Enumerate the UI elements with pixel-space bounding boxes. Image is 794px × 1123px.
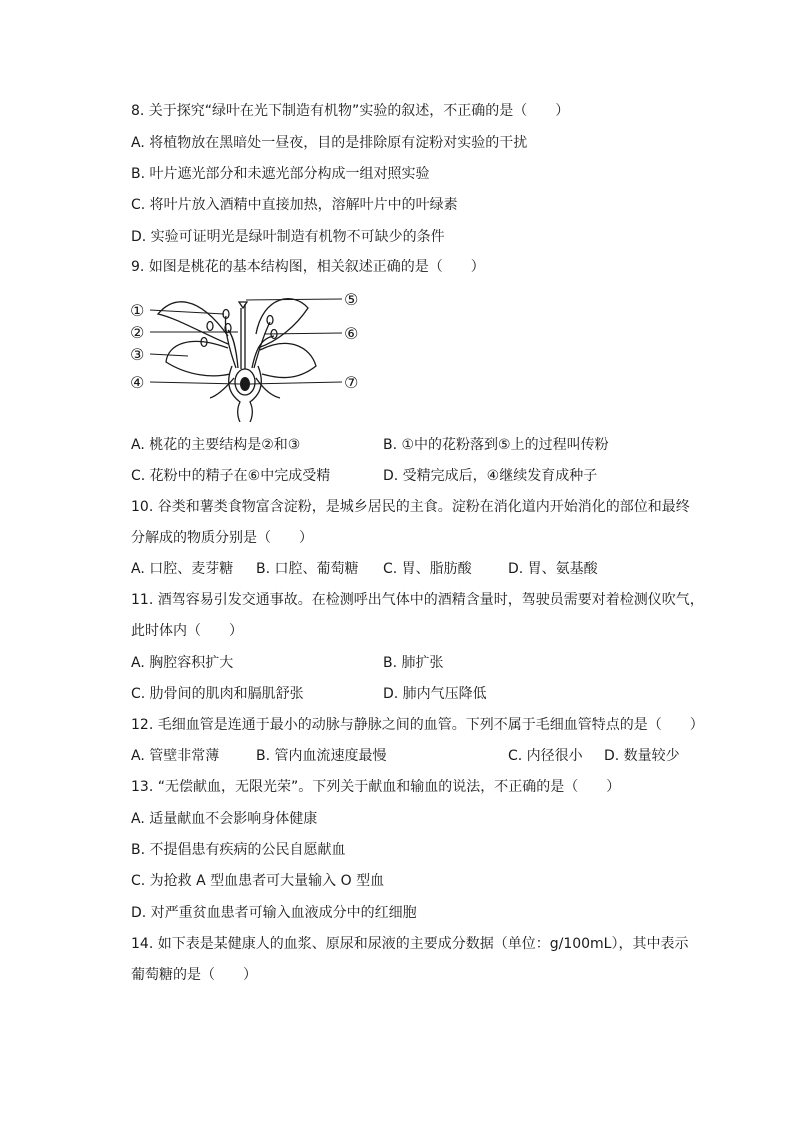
q10-option-c: C. 胃、脂肪酸 (383, 561, 472, 577)
q14-stem-line2: 葡萄糖的是（ ） (131, 967, 257, 983)
diagram-label-3: ③ (130, 345, 145, 364)
diagram-label-5: ⑤ (344, 290, 359, 309)
q8-option-d: D. 实验可证明光是绿叶制造有机物不可缺少的条件 (131, 229, 445, 245)
q10-stem-line1: 10. 谷类和薯类食物富含淀粉，是城乡居民的主食。淀粉在消化道内开始消化的部位和最终 (131, 499, 690, 515)
q11-option-c: C. 肋骨间的肌肉和膈肌舒张 (131, 686, 304, 702)
diagram-label-4: ④ (130, 373, 145, 392)
q8-stem: 8. 关于探究“绿叶在光下制造有机物”实验的叙述，不正确的是（ ） (131, 103, 570, 119)
q9-option-a: A. 桃花的主要结构是②和③ (131, 437, 301, 453)
q12-option-c: C. 内径很小 (508, 748, 583, 764)
q8-option-c: C. 将叶片放入酒精中直接加热，溶解叶片中的叶绿素 (131, 197, 458, 213)
q10-option-b: B. 口腔、葡萄糖 (256, 561, 359, 577)
q10-stem-line2: 分解成的物质分别是（ ） (131, 530, 313, 546)
diagram-label-1: ① (130, 301, 145, 320)
q11-option-a: A. 胸腔容积扩大 (131, 655, 234, 671)
ovule-mark (240, 377, 250, 391)
q13-option-b: B. 不提倡患有疾病的公民自愿献血 (131, 842, 346, 858)
q9-stem: 9. 如图是桃花的基本结构图，相关叙述正确的是（ ） (131, 259, 485, 275)
q12-option-b: B. 管内血流速度最慢 (256, 748, 387, 764)
q12-option-d: D. 数量较少 (604, 748, 680, 764)
q14-stem-line1: 14. 如下表是某健康人的血浆、原尿和尿液的主要成分数据（单位：g/100mL），其中表示 (131, 936, 689, 952)
q11-option-b: B. 肺扩张 (383, 655, 444, 671)
diagram-label-6: ⑥ (344, 324, 359, 343)
q9-option-b: B. ①中的花粉落到⑤上的过程叫传粉 (383, 437, 609, 453)
q13-option-d: D. 对严重贫血患者可输入血液成分中的红细胞 (131, 905, 417, 921)
q9-option-d: D. 受精完成后，④继续发育成种子 (383, 468, 598, 484)
q13-stem: 13. “无偿献血，无限光荣”。下列关于献血和输血的说法，不正确的是（ ） (131, 779, 621, 795)
q9-option-c: C. 花粉中的精子在⑥中完成受精 (131, 468, 331, 484)
q8-option-b: B. 叶片遮光部分和未遮光部分构成一组对照实验 (131, 166, 430, 182)
diagram-label-7: ⑦ (344, 373, 359, 392)
q13-option-c: C. 为抢救 A 型血患者可大量输入 O 型血 (131, 873, 385, 889)
q12-stem: 12. 毛细血管是连通于最小的动脉与静脉之间的血管。下列不属于毛细血管特点的是（ ） (131, 717, 704, 733)
q11-option-d: D. 肺内气压降低 (383, 686, 487, 702)
q8-option-a: A. 将植物放在黑暗处一昼夜，目的是排除原有淀粉对实验的干扰 (131, 135, 528, 151)
q10-option-d: D. 胃、氨基酸 (508, 561, 598, 577)
q11-stem-line2: 此时体内（ ） (131, 623, 243, 639)
q12-option-a: A. 管壁非常薄 (131, 748, 220, 764)
q13-option-a: A. 适量献血不会影响身体健康 (131, 811, 318, 827)
q11-stem-line1: 11. 酒驾容易引发交通事故。在检测呼出气体中的酒精含量时，驾驶员需要对着检测仪吹气， (131, 592, 704, 608)
diagram-label-2: ② (130, 323, 145, 342)
q10-option-a: A. 口腔、麦芽糖 (131, 561, 234, 577)
peach-flower-structure-diagram (128, 286, 368, 422)
